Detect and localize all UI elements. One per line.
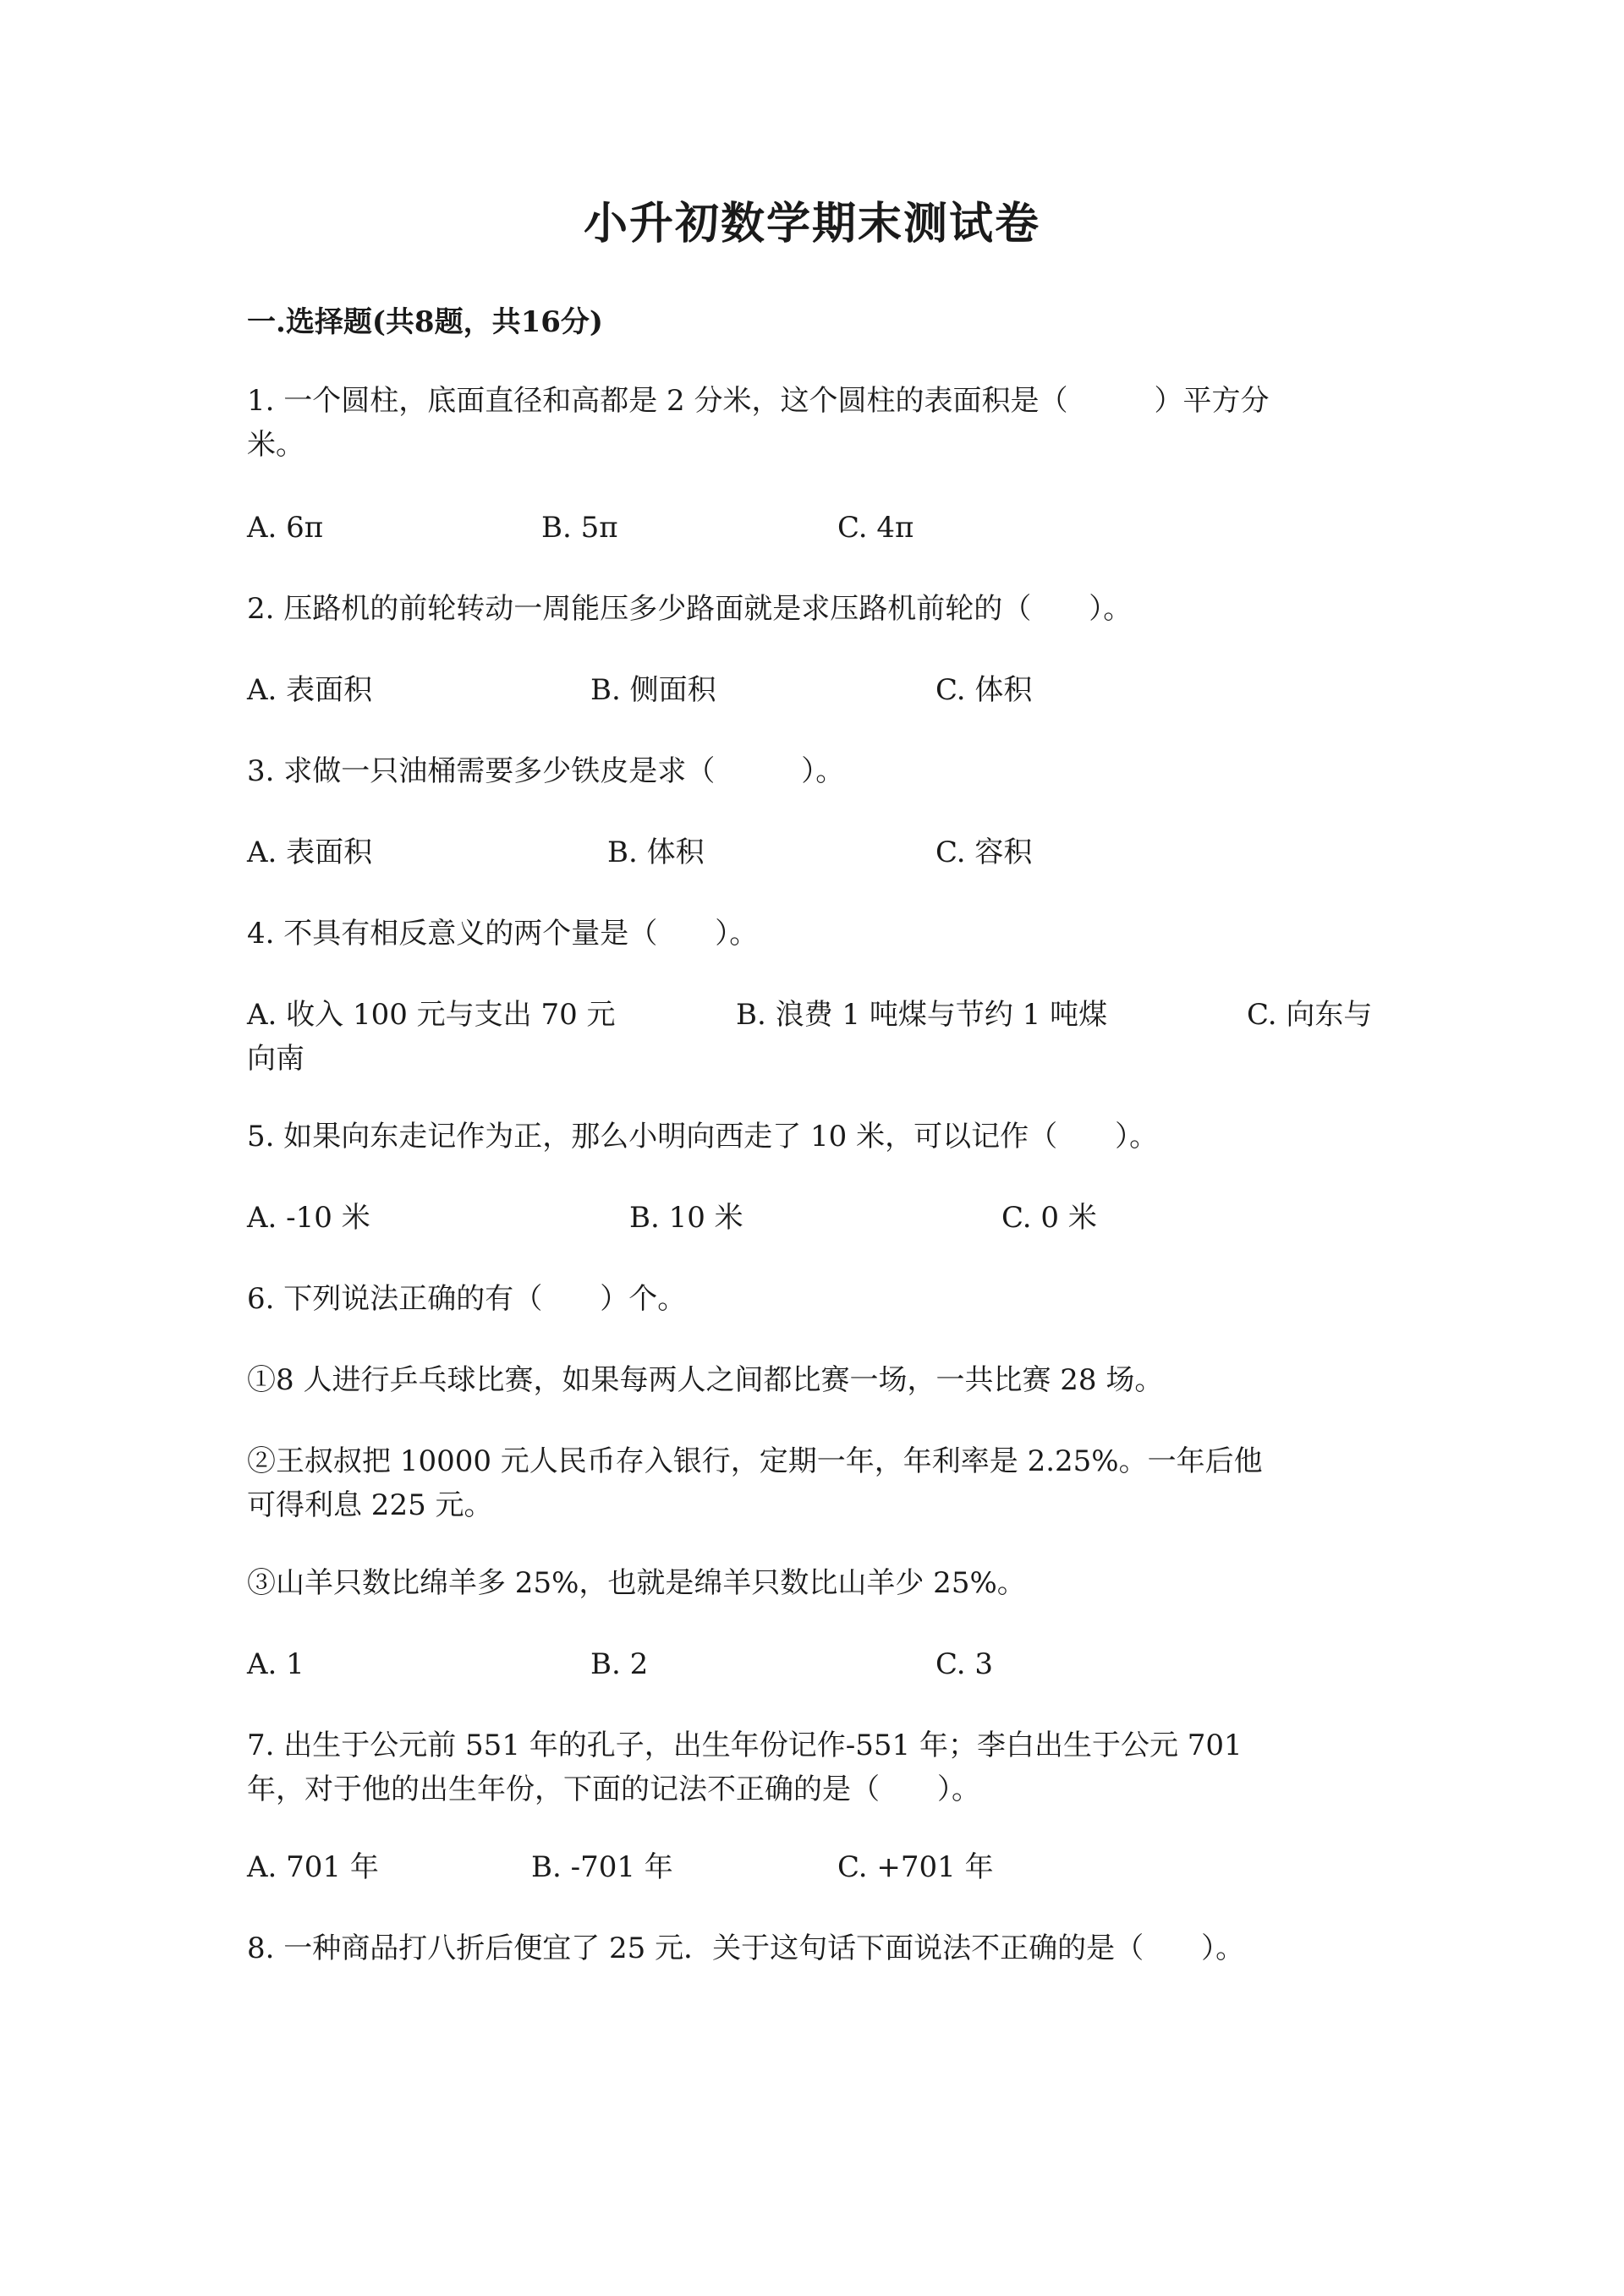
question-3-stem: 3. 求做一只油桶需要多少铁皮是求（ ）。 (247, 754, 845, 788)
question-1-stem-cont: 米。 (247, 428, 304, 462)
question-4-option-a: A. 收入 100 元与支出 70 元 (247, 998, 616, 1032)
question-7-stem: 7. 出生于公元前 551 年的孔子，出生年份记作-551 年；李白出生于公元 701 (247, 1729, 1243, 1762)
question-3-option-a: A. 表面积 (247, 836, 373, 869)
question-6-statement-1: ①8 人进行乒乓球比赛，如果每两人之间都比赛一场，一共比赛 28 场。 (247, 1363, 1164, 1397)
question-5-option-c: C. 0 米 (1001, 1201, 1097, 1235)
section-heading: 一.选择题(共8题，共16分) (247, 305, 603, 339)
question-4-stem: 4. 不具有相反意义的两个量是（ ）。 (247, 917, 759, 951)
question-7-stem-cont: 年，对于他的出生年份，下面的记法不正确的是（ ）。 (247, 1773, 980, 1806)
question-6-option-a: A. 1 (247, 1647, 304, 1681)
question-8-stem: 8. 一种商品打八折后便宜了 25 元．关于这句话下面说法不正确的是（ ）。 (247, 1932, 1245, 1965)
question-2-stem: 2. 压路机的前轮转动一周能压多少路面就是求压路机前轮的（ ）。 (247, 592, 1133, 626)
question-3-option-b: B. 体积 (607, 836, 705, 869)
question-7-option-c: C. +701 年 (837, 1850, 994, 1884)
question-7-option-a: A. 701 年 (247, 1850, 379, 1884)
question-1-option-a: A. 6π (247, 511, 324, 545)
question-4-option-c-cont: 向南 (247, 1042, 304, 1076)
question-2-option-c: C. 体积 (935, 673, 1033, 707)
question-6-option-b: B. 2 (590, 1647, 649, 1681)
question-1-stem: 1. 一个圆柱，底面直径和高都是 2 分米，这个圆柱的表面积是（ ）平方分 (247, 384, 1270, 418)
question-6-statement-3: ③山羊只数比绵羊多 25%，也就是绵羊只数比山羊少 25%。 (247, 1566, 1026, 1600)
question-6-stem: 6. 下列说法正确的有（ ）个。 (247, 1282, 687, 1316)
page-title: 小升初数学期末测试卷 (583, 198, 1040, 249)
question-6-statement-2-cont: 可得利息 225 元。 (247, 1488, 493, 1522)
question-1-option-c: C. 4π (837, 511, 914, 545)
question-6-statement-2: ②王叔叔把 10000 元人民币存入银行，定期一年，年利率是 2.25%。一年后他 (247, 1444, 1263, 1478)
question-1-option-b: B. 5π (541, 511, 618, 545)
question-5-option-a: A. -10 米 (247, 1201, 370, 1235)
question-4-option-c: C. 向东与 (1247, 998, 1373, 1032)
question-4-option-b: B. 浪费 1 吨煤与节约 1 吨煤 (736, 998, 1108, 1032)
question-2-option-b: B. 侧面积 (590, 673, 716, 707)
question-5-option-b: B. 10 米 (629, 1201, 743, 1235)
question-2-option-a: A. 表面积 (247, 673, 373, 707)
question-5-stem: 5. 如果向东走记作为正，那么小明向西走了 10 米，可以记作（ ）。 (247, 1120, 1159, 1153)
question-3-option-c: C. 容积 (935, 836, 1033, 869)
question-6-option-c: C. 3 (935, 1647, 994, 1681)
question-7-option-b: B. -701 年 (531, 1850, 673, 1884)
